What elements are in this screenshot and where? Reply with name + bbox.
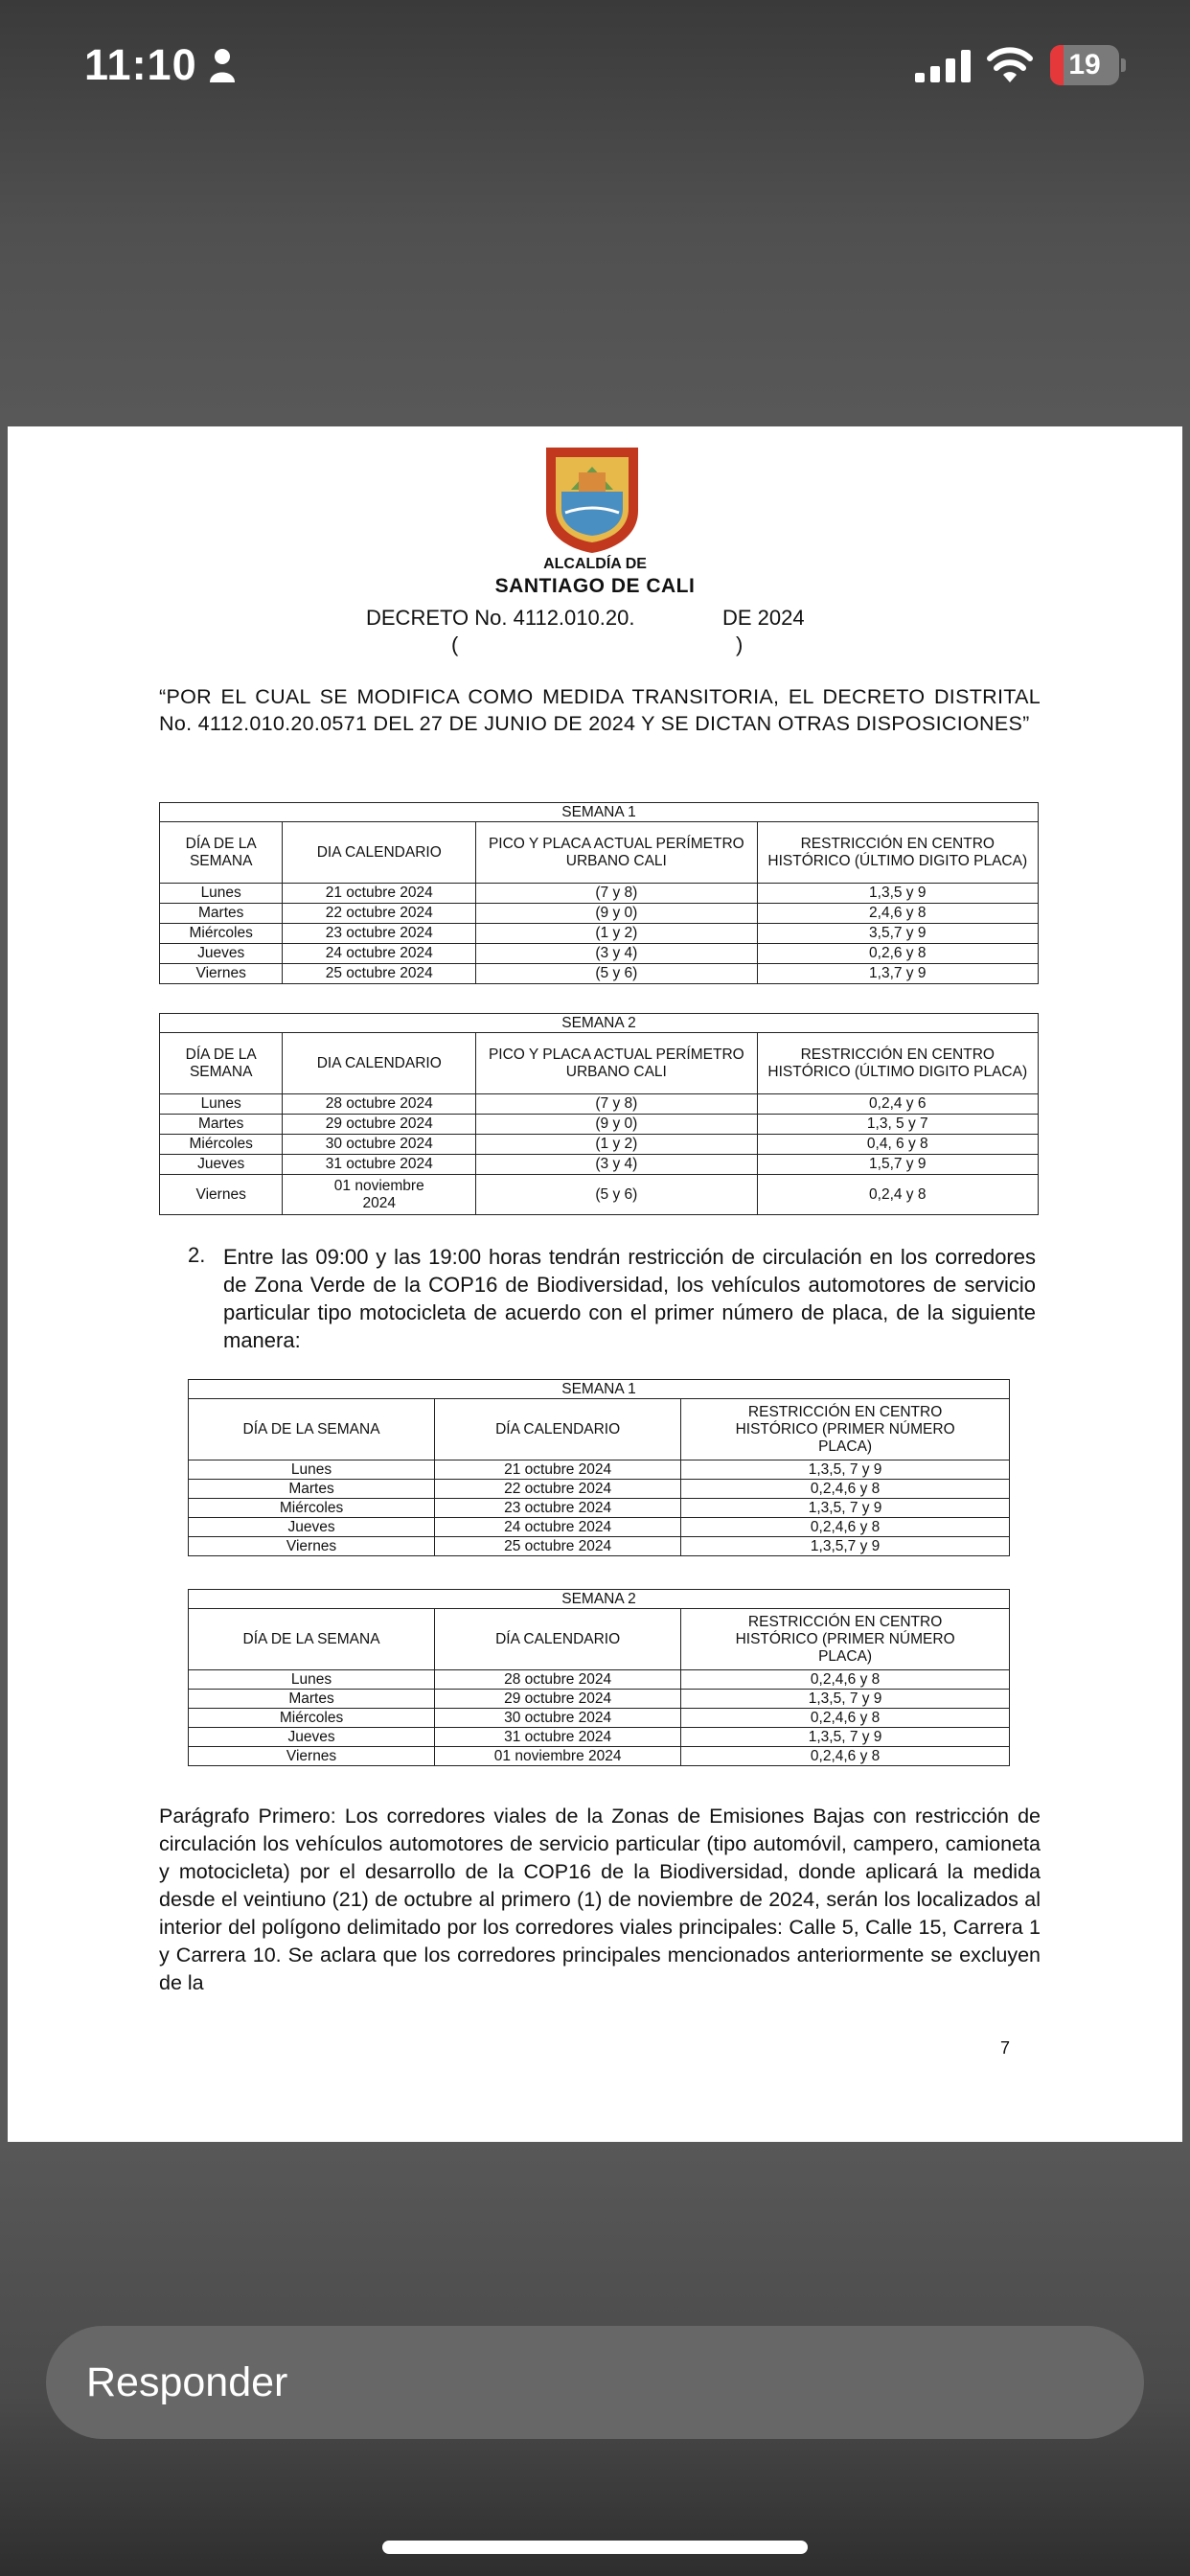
table-header: RESTRICCIÓN EN CENTRO HISTÓRICO (PRIMER NÚMERO PLACA) [681,1399,1010,1460]
table-cell: 31 octubre 2024 [283,1155,476,1175]
page-number: 7 [1000,2038,1011,2058]
wifi-icon [987,44,1033,82]
table-cell: 21 octubre 2024 [435,1460,681,1480]
reply-input[interactable] [46,2326,1144,2439]
table-header: DÍA DE LA SEMANA [160,1033,283,1094]
table-cell: (1 y 2) [476,1135,757,1155]
table-cell: (7 y 8) [476,884,757,904]
table-cell: 01 noviembre 2024 [435,1747,681,1766]
table-week2-cars [159,1013,1039,1215]
cali-coat-of-arms-logo [542,444,642,555]
table-row [160,904,1039,924]
table-cell: Jueves [189,1728,435,1747]
table-cell: (3 y 4) [476,944,757,964]
table-cell: 1,3, 5 y 7 [757,1115,1038,1135]
table-cell: 1,3,5, 7 y 9 [681,1690,1010,1709]
table-row [160,924,1039,944]
table-week1-motorcycles [188,1379,1010,1556]
table-row [160,1155,1039,1175]
table-cell: 30 octubre 2024 [283,1135,476,1155]
table-cell: 28 octubre 2024 [435,1670,681,1690]
table-header: DÍA CALENDARIO [435,1399,681,1460]
table-cell: 29 octubre 2024 [283,1115,476,1135]
table-row [160,1094,1039,1115]
table-header: PICO Y PLACA ACTUAL PERÍMETRO URBANO CALI [476,822,757,884]
table-cell: Viernes [189,1747,435,1766]
table-cell: (5 y 6) [476,1175,757,1215]
table-row [189,1670,1010,1690]
table-row [189,1460,1010,1480]
table-cell: 1,3,5,7 y 9 [681,1537,1010,1556]
table-week2-motorcycles [188,1589,1010,1766]
battery-cap [1121,58,1126,72]
table-row [189,1690,1010,1709]
table-row [189,1537,1010,1556]
table-cell: 23 octubre 2024 [435,1499,681,1518]
table-row [189,1518,1010,1537]
table-header: DIA CALENDARIO [283,822,476,884]
table-cell: 2,4,6 y 8 [757,904,1038,924]
table-cell: Martes [189,1480,435,1499]
table-cell: Martes [189,1690,435,1709]
table-title: SEMANA 2 [160,1014,1039,1033]
table-cell: Martes [160,904,283,924]
table-cell: Miércoles [189,1709,435,1728]
header-alcaldia: ALCALDÍA DE [543,556,647,572]
table-header: DIA CALENDARIO [283,1033,476,1094]
decree-heading: “POR EL CUAL SE MODIFICA COMO MEDIDA TRANSITORIA, EL DECRETO DISTRITAL No. 4112.010.20.0571 DEL 27 DE JUNIO DE 2024 Y SE DICTAN OTRAS DISPOSICIONES” [159,685,1041,735]
status-time: 11:10 [84,40,197,89]
table-cell: Lunes [189,1670,435,1690]
table-header: DÍA DE LA SEMANA [189,1609,435,1670]
table-cell: Viernes [189,1537,435,1556]
table-cell: Miércoles [189,1499,435,1518]
reply-placeholder: Responder [86,2359,288,2405]
table-cell: 0,2,4,6 y 8 [681,1709,1010,1728]
table-cell: Miércoles [160,924,283,944]
table-cell: (9 y 0) [476,1115,757,1135]
table-row [189,1747,1010,1766]
table-cell: Lunes [160,1094,283,1115]
decree-paren-close: ) [736,632,744,656]
table-week1-cars [159,802,1039,984]
table-cell: 31 octubre 2024 [435,1728,681,1747]
table-header: DÍA DE LA SEMANA [189,1399,435,1460]
table-cell: 1,3,5, 7 y 9 [681,1460,1010,1480]
table-cell: 1,3,5, 7 y 9 [681,1728,1010,1747]
table-title: SEMANA 2 [189,1590,1010,1609]
table-row [189,1709,1010,1728]
table-title: SEMANA 1 [160,803,1039,822]
table-cell: Martes [160,1115,283,1135]
table-cell: 1,3,5, 7 y 9 [681,1499,1010,1518]
table-header: DÍA DE LA SEMANA [160,822,283,884]
table-cell: 0,4, 6 y 8 [757,1135,1038,1155]
table-row [189,1480,1010,1499]
table-cell: Viernes [160,964,283,984]
table-row [189,1728,1010,1747]
table-cell: 0,2,4 y 8 [757,1175,1038,1215]
table-cell: 23 octubre 2024 [283,924,476,944]
table-cell: 01 noviembre 2024 [283,1175,476,1215]
table-cell: 0,2,6 y 8 [757,944,1038,964]
list-item-text: Entre las 09:00 y las 19:00 horas tendrán restricción de circulación en los corredores de Zona Verde de la COP16 de Biodiversidad, los vehículos automotores de servicio particular tipo motocicleta de acuerdo con el primer número de placa, de la siguiente manera: [223,1245,1036,1352]
table-cell: Miércoles [160,1135,283,1155]
paragrafo-primero: Parágrafo Primero: Los corredores viales de la Zonas de Emisiones Bajas con restricción de circulación los vehículos automotores de servicio particular (tipo automóvil, campero, camioneta y motocicleta) por el desarrollo de la COP16 de la Biodiversidad, donde aplicará la medida desde el veintiuno (21) de octubre al primero (1) de noviembre de 2024, serán los localizados al interior del polígono delimitado por los corredores viales principales: Calle 5, Calle 15, Carrera 1 y Carrera 10. Se aclara que los corredores principales mencionados anteriormente se excluyen de la [159,1805,1041,1994]
table-header: RESTRICCIÓN EN CENTRO HISTÓRICO (ÚLTIMO DIGITO PLACA) [757,1033,1038,1094]
document-page[interactable] [8,426,1182,2142]
table-row [160,1175,1039,1215]
decree-paren-open: ( [451,632,459,656]
table-cell: (5 y 6) [476,964,757,984]
table-cell: 25 octubre 2024 [283,964,476,984]
decree-number: DECRETO No. 4112.010.20. [366,606,635,630]
battery-indicator [1050,45,1127,85]
table-cell: 0,2,4,6 y 8 [681,1480,1010,1499]
table-cell: 1,5,7 y 9 [757,1155,1038,1175]
table-row [189,1499,1010,1518]
person-icon [209,48,236,82]
table-cell: 30 octubre 2024 [435,1709,681,1728]
table-row [160,944,1039,964]
table-cell: 29 octubre 2024 [435,1690,681,1709]
list-item-number: 2. [188,1243,206,1267]
table-cell: Jueves [160,1155,283,1175]
table-cell: 22 octubre 2024 [283,904,476,924]
home-indicator[interactable] [382,2541,808,2554]
table-cell: 21 octubre 2024 [283,884,476,904]
battery-level: 19 [1068,49,1101,80]
table-cell: Jueves [189,1518,435,1537]
table-cell: Lunes [160,884,283,904]
table-cell: Viernes [160,1175,283,1215]
table-header: DÍA CALENDARIO [435,1609,681,1670]
table-cell: 0,2,4,6 y 8 [681,1747,1010,1766]
table-cell: 25 octubre 2024 [435,1537,681,1556]
table-row [160,884,1039,904]
table-cell: (9 y 0) [476,904,757,924]
table-cell: 24 octubre 2024 [435,1518,681,1537]
table-cell: (1 y 2) [476,924,757,944]
table-cell: 28 octubre 2024 [283,1094,476,1115]
table-cell: 1,3,5 y 9 [757,884,1038,904]
table-cell: 22 octubre 2024 [435,1480,681,1499]
cellular-signal-icon [915,50,971,82]
status-bar [0,0,1190,134]
table-cell: 0,2,4,6 y 8 [681,1518,1010,1537]
table-cell: 1,3,7 y 9 [757,964,1038,984]
table-cell: (7 y 8) [476,1094,757,1115]
table-cell: (3 y 4) [476,1155,757,1175]
table-cell: Lunes [189,1460,435,1480]
battery-icon [1050,45,1119,85]
table-cell: Jueves [160,944,283,964]
table-cell: 0,2,4 y 6 [757,1094,1038,1115]
table-header: RESTRICCIÓN EN CENTRO HISTÓRICO (PRIMER NÚMERO PLACA) [681,1609,1010,1670]
table-cell: 3,5,7 y 9 [757,924,1038,944]
table-row [160,964,1039,984]
table-row [160,1115,1039,1135]
table-row [160,1135,1039,1155]
table-header: RESTRICCIÓN EN CENTRO HISTÓRICO (ÚLTIMO DIGITO PLACA) [757,822,1038,884]
header-city: SANTIAGO DE CALI [494,575,696,597]
table-header: PICO Y PLACA ACTUAL PERÍMETRO URBANO CALI [476,1033,757,1094]
decree-year: DE 2024 [722,606,805,630]
table-title: SEMANA 1 [189,1380,1010,1399]
table-cell: 24 octubre 2024 [283,944,476,964]
table-cell: 0,2,4,6 y 8 [681,1670,1010,1690]
